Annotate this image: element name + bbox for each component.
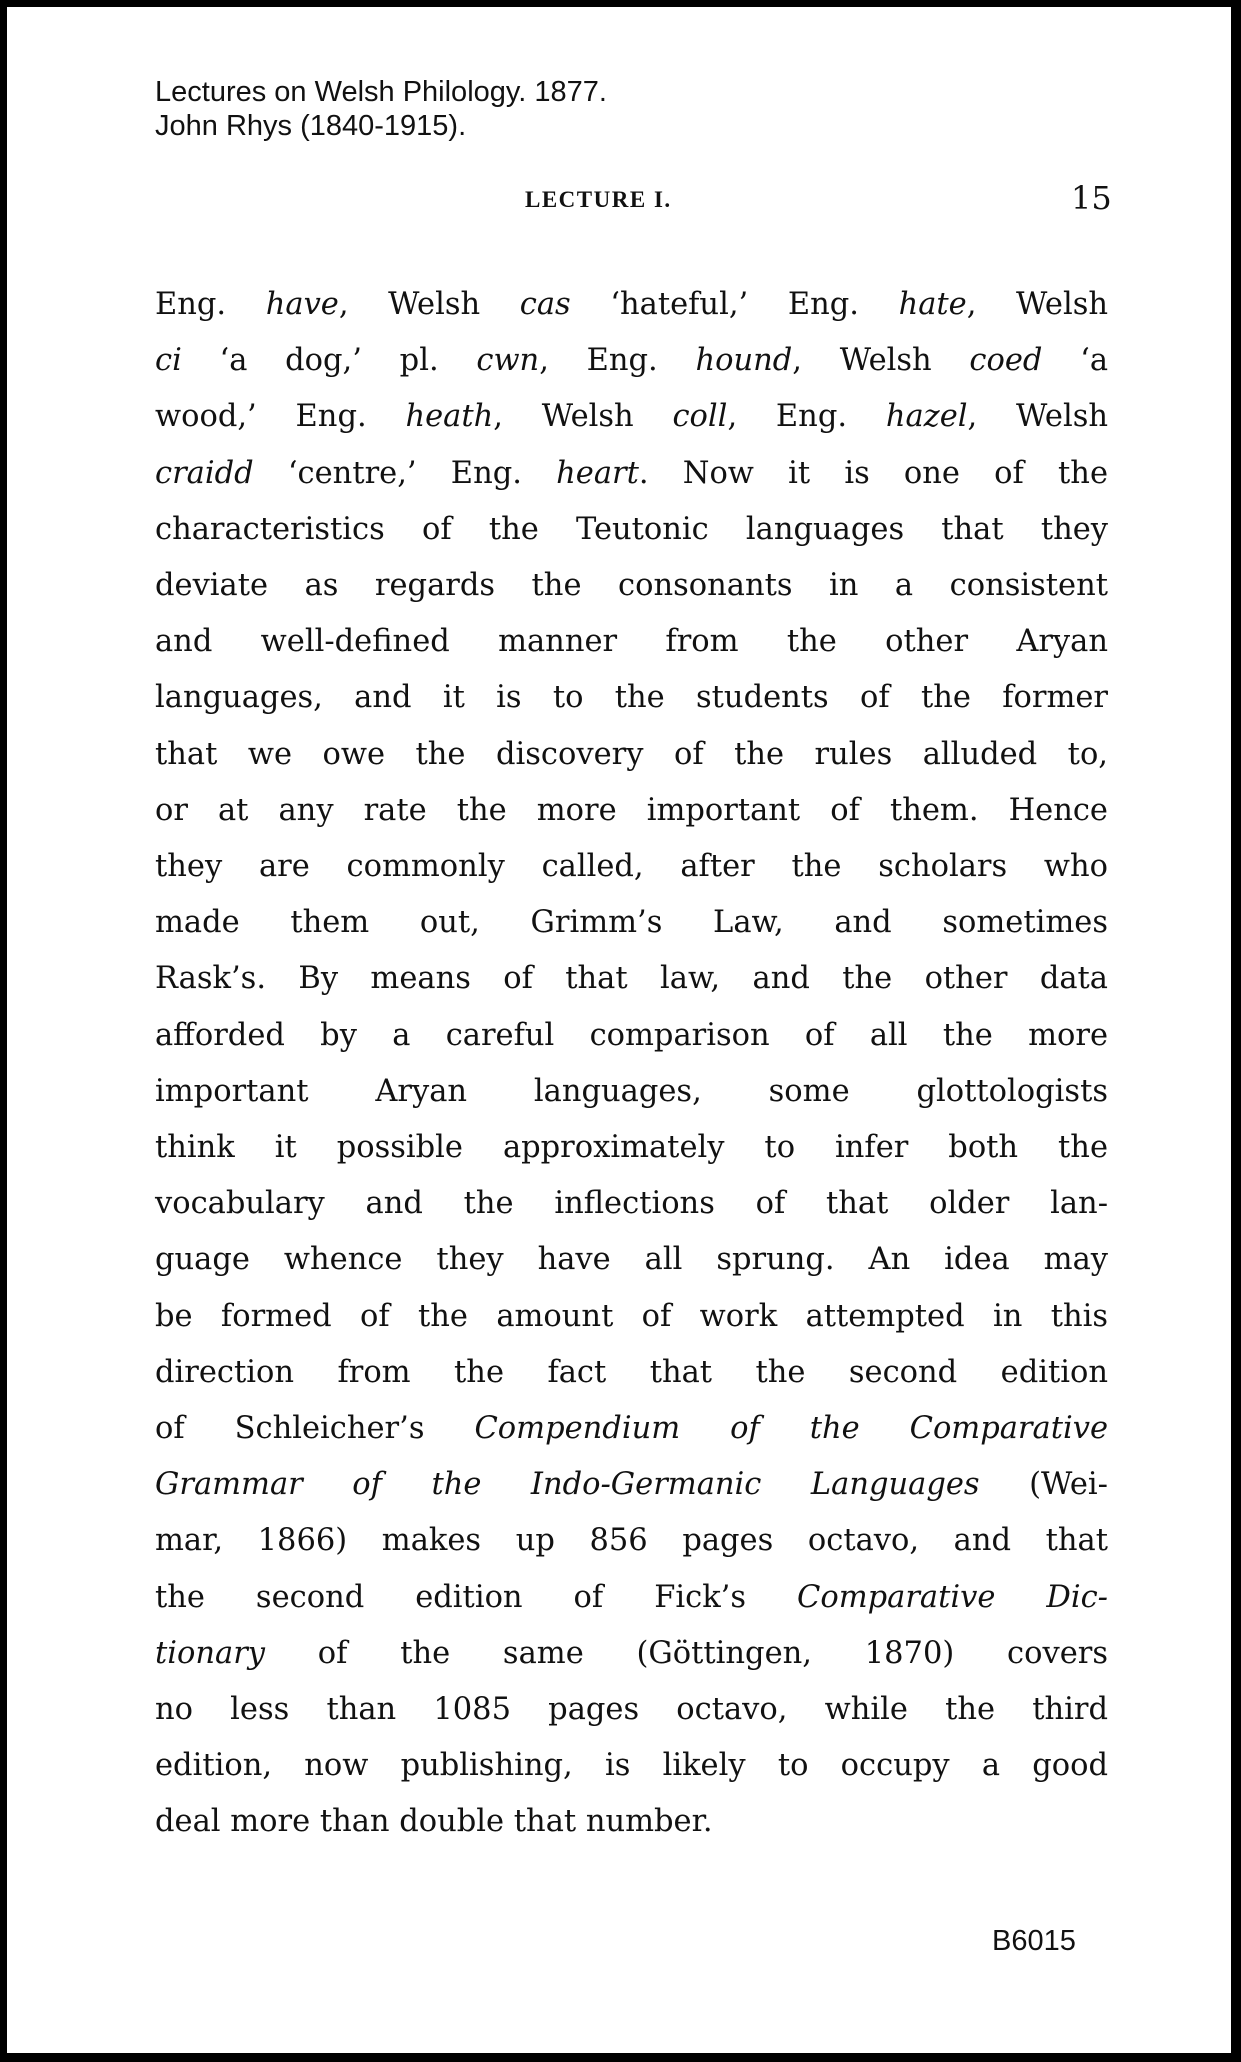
text-run: wood,’ Eng. (155, 399, 406, 435)
text-line (155, 839, 1108, 895)
italic-term: coll (672, 399, 728, 435)
text-run: characteristics of the Teutonic languages that they (155, 511, 1108, 547)
text-run: guage whence they have all sprung. An idea may (155, 1242, 1108, 1278)
text-line (155, 614, 1108, 670)
text-line (155, 1176, 1108, 1232)
text-line (155, 1570, 1108, 1626)
italic-term: craidd (155, 455, 254, 491)
text-run: or at any rate the more important of them. Hence (155, 792, 1108, 828)
text-run: Rask’s. By means of that law, and the other data (155, 961, 1108, 997)
text-run: , Welsh (493, 399, 673, 435)
scanned-page (7, 7, 1231, 2053)
text-line (155, 1120, 1108, 1176)
text-run: that we owe the discovery of the rules alluded to, (155, 736, 1108, 772)
text-run: . Now it is one of the (638, 455, 1108, 491)
text-line (155, 1457, 1108, 1513)
text-line (155, 1682, 1108, 1738)
text-run: , Welsh (966, 287, 1108, 322)
text-run: afforded by a careful comparison of all the more (155, 1017, 1108, 1053)
text-run: no less than 1085 pages octavo, while the third (155, 1692, 1108, 1728)
text-run: important Aryan languages, some glottologists (155, 1073, 1108, 1109)
text-line (155, 1345, 1108, 1401)
text-run: deviate as regards the consonants in a consistent (155, 568, 1108, 604)
italic-term: hazel (885, 399, 968, 435)
text-line (155, 277, 1108, 333)
text-line (155, 783, 1108, 839)
italic-term: cas (519, 287, 571, 322)
text-run: ‘a (1042, 343, 1109, 379)
citation-block (155, 75, 607, 143)
text-line (155, 1008, 1108, 1064)
italic-term: Comparative Dic- (797, 1579, 1108, 1615)
text-run: , Eng. (727, 399, 886, 435)
italic-term: hound (695, 343, 793, 379)
italic-term: have (265, 287, 339, 322)
text-line (155, 558, 1108, 614)
text-run: and well-defined manner from the other Aryan (155, 624, 1108, 660)
body-text (155, 277, 1108, 1851)
italic-term: heart (556, 455, 639, 491)
text-run: ‘centre,’ Eng. (253, 455, 557, 491)
text-line (155, 1738, 1108, 1794)
book-title-line: Lectures on Welsh Philology. 1877. (155, 76, 607, 108)
text-line (155, 333, 1108, 389)
text-run: deal more than double that number. (155, 1804, 713, 1840)
text-line (155, 895, 1108, 951)
italic-term: Grammar of the Indo-Germanic Languages (155, 1467, 980, 1503)
text-line (155, 1289, 1108, 1345)
text-line (155, 389, 1108, 445)
italic-term: Compendium of the Comparative (474, 1411, 1108, 1447)
text-run: languages, and it is to the students of the former (155, 680, 1108, 716)
text-run: of Schleicher’s (155, 1411, 475, 1447)
text-run: ‘hateful,’ Eng. (570, 287, 899, 322)
text-line (155, 1232, 1108, 1288)
footer-code: B6015 (992, 1925, 1076, 1957)
text-run: , Welsh (338, 287, 520, 322)
italic-term: cwn (476, 343, 540, 379)
page-number: 15 (1071, 179, 1112, 217)
text-line (155, 1064, 1108, 1120)
text-line (155, 446, 1108, 502)
text-run: mar, 1866) makes up 856 pages octavo, and that (155, 1523, 1108, 1559)
text-run: the second edition of Fick’s (155, 1579, 798, 1615)
text-line (155, 727, 1108, 783)
text-run: think it possible approximately to infer both the (155, 1130, 1108, 1166)
text-line (155, 951, 1108, 1007)
italic-term: hate (898, 287, 967, 322)
text-run: vocabulary and the inflections of that older lan- (155, 1186, 1108, 1222)
text-line (155, 1794, 1108, 1850)
text-run: of the same (Göttingen, 1870) covers (265, 1635, 1108, 1671)
author-line: John Rhys (1840-1915). (155, 110, 467, 142)
text-run: be formed of the amount of work attempted in this (155, 1298, 1108, 1334)
text-line (155, 1513, 1108, 1569)
text-run: Eng. (155, 287, 266, 322)
text-run: , Welsh (967, 399, 1108, 435)
text-run: direction from the fact that the second edition (155, 1354, 1108, 1390)
italic-term: heath (405, 399, 494, 435)
text-run: they are commonly called, after the scholars who (155, 849, 1108, 885)
text-line (155, 502, 1108, 558)
text-line (155, 1401, 1108, 1457)
text-run: , Eng. (539, 343, 696, 379)
italic-term: tionary (155, 1635, 266, 1671)
text-run: , Welsh (792, 343, 970, 379)
text-run: (Wei- (979, 1467, 1108, 1503)
text-run: made them out, Grimm’s Law, and sometimes (155, 905, 1108, 941)
text-line (155, 1626, 1108, 1682)
running-head: LECTURE I. (525, 187, 672, 212)
italic-term: coed (969, 343, 1043, 379)
text-run: edition, now publishing, is likely to occupy a good (155, 1748, 1108, 1784)
text-run: ‘a dog,’ pl. (181, 343, 477, 379)
italic-term: ci (155, 343, 182, 379)
text-line (155, 670, 1108, 726)
